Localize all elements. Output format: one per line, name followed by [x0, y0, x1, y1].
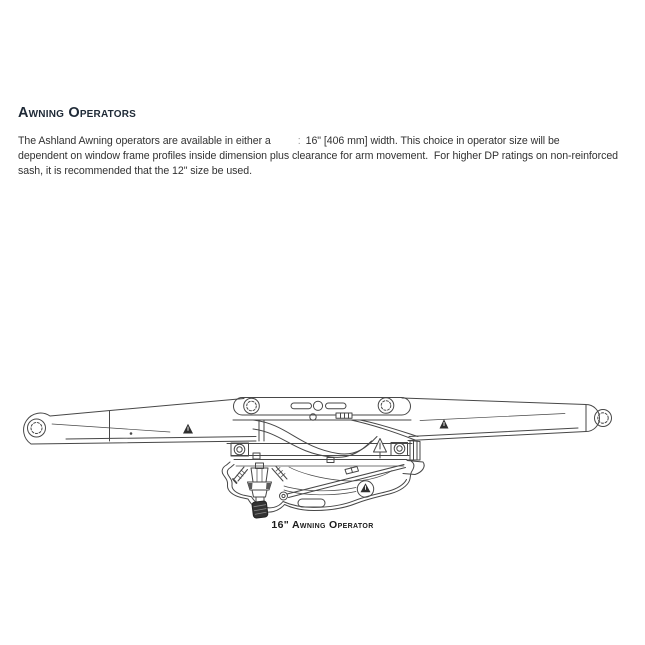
rivet-icon	[28, 419, 46, 437]
warning-triangle-icon	[440, 419, 449, 428]
base-slot	[298, 499, 325, 507]
scissor-linkage	[233, 420, 418, 457]
rivet-icon	[595, 410, 612, 427]
mounting-bracket	[231, 443, 249, 456]
rod-pivot	[280, 492, 288, 500]
ribbed-tab	[336, 413, 352, 418]
center-hole	[313, 401, 322, 410]
crank-handle-spindle	[248, 463, 272, 518]
adjustment-slot	[326, 403, 347, 409]
adjustment-slot	[291, 403, 312, 409]
figure-caption: 16" Awning Operator	[271, 519, 374, 531]
right-slat-bracket	[403, 441, 424, 475]
page-title: Awning Operators	[18, 105, 137, 121]
rivet-icon	[378, 398, 394, 414]
paragraph-line-1-continued: 16" [406 mm] width. This choice in operator size will be	[305, 135, 560, 147]
warning-triangle-icon	[183, 424, 193, 434]
mounting-screw	[272, 467, 287, 482]
arm-dot	[130, 432, 133, 435]
warning-triangle-circled-icon	[357, 481, 373, 497]
crank-knob	[252, 501, 268, 519]
faint-residual-mark: :	[297, 135, 301, 147]
right-scissor-arm	[402, 398, 612, 441]
rivet-icon	[244, 398, 260, 414]
paragraph-line-3: sash, it is recommended that the 12" size be used.	[18, 165, 252, 178]
paragraph-line-1-text: The Ashland Awning operators are available in either a	[18, 135, 271, 147]
mounting-bracket	[391, 443, 408, 456]
mounting-screw	[233, 467, 248, 483]
diagram-linework	[24, 398, 612, 519]
left-scissor-arm	[24, 399, 256, 445]
center-link-bar	[234, 398, 411, 421]
paragraph-line-2: dependent on window frame profiles inside dimension plus clearance for arm movement. For higher DP ratings on non-reinforced	[18, 150, 618, 163]
